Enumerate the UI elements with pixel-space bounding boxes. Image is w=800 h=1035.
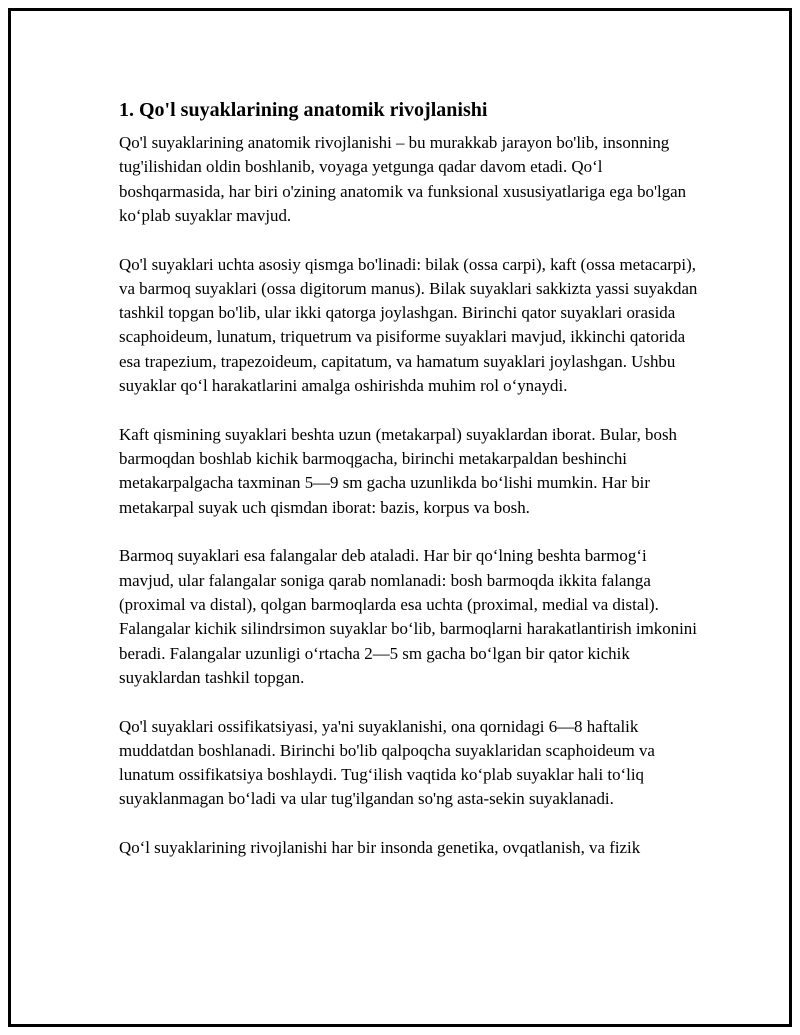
document-body <box>119 95 699 885</box>
paragraph-carpal-bones: Qo'l suyaklari uchta asosiy qismga bo'linadi: bilak (ossa carpi), kaft (ossa metacarpi), va barmoq suyaklari (ossa digitorum manus). Bilak suyaklari sakkizta yassi suyakdan tashkil topgan bo'lib, ular ikki qatorga joylashgan. Birinchi qator suyaklari orasida scaphoideum, lunatum, triquetrum va pisiforme suyaklari mavjud, ikkinchi qatorida esa trapezium, trapezoideum, capitatum, va hamatum suyaklari joylashgan. Ushbu suyaklar qo‘l harakatlarini amalga oshirishda muhim rol o‘ynaydi. <box>119 254 698 396</box>
paragraph-development-factors: Qo‘l suyaklarining rivojlanishi har bir insonda genetika, ovqatlanish, va fizik <box>119 838 641 858</box>
section-heading: 1. Qo'l suyaklarining anatomik rivojlanishi <box>119 99 488 121</box>
paragraph-intro: Qo'l suyaklarining anatomik rivojlanishi – bu murakkab jarayon bo'lib, insonning tug'ilishidan oldin boshlanib, voyaga yetgunga qadar davom etadi. Qo‘l boshqarmasida, har biri o'zining anatomik va funksional xususiyatlariga ega bo'lgan ko‘plab suyaklar mavjud. <box>119 133 687 225</box>
paragraph-phalanges: Barmoq suyaklari esa falangalar deb ataladi. Har bir qo‘lning beshta barmog‘i mavjud, ular falangalar soniga qarab nomlanadi: bosh barmoqda ikkita falanga (proximal va distal), qolgan barmoqlarda esa uchta (proximal, medial va distal). Falangalar kichik silindrsimon suyaklar bo‘lib, barmoqlarni harakatlantirish imkonini beradi. Falangalar uzunligi o‘rtacha 2—5 sm gacha bo‘lgan bir qator kichik suyaklardan tashkil topgan. <box>119 546 697 687</box>
paragraph-metacarpal-bones: Kaft qismining suyaklari beshta uzun (metakarpal) suyaklardan iborat. Bular, bosh barmoqdan boshlab kichik barmoqgacha, birinchi metakarpaldan beshinchi metakarpalgacha taxminan 5—9 sm gacha uzunlikda bo‘lishi mumkin. Har bir metakarpal suyak uch qismdan iborat: bazis, korpus va bosh. <box>119 424 677 517</box>
paragraph-ossification: Qo'l suyaklari ossifikatsiyasi, ya'ni suyaklanishi, ona qornidagi 6—8 haftalik muddatdan boshlanadi. Birinchi bo'lib qalpoqcha suyaklaridan scaphoideum va lunatum ossifikatsiya boshlaydi. Tug‘ilish vaqtida ko‘plab suyaklar hali to‘liq suyaklanmagan bo‘ladi va ular tug'ilgandan so'ng asta-sekin suyaklanadi. <box>119 716 655 809</box>
page-frame <box>8 8 792 1027</box>
